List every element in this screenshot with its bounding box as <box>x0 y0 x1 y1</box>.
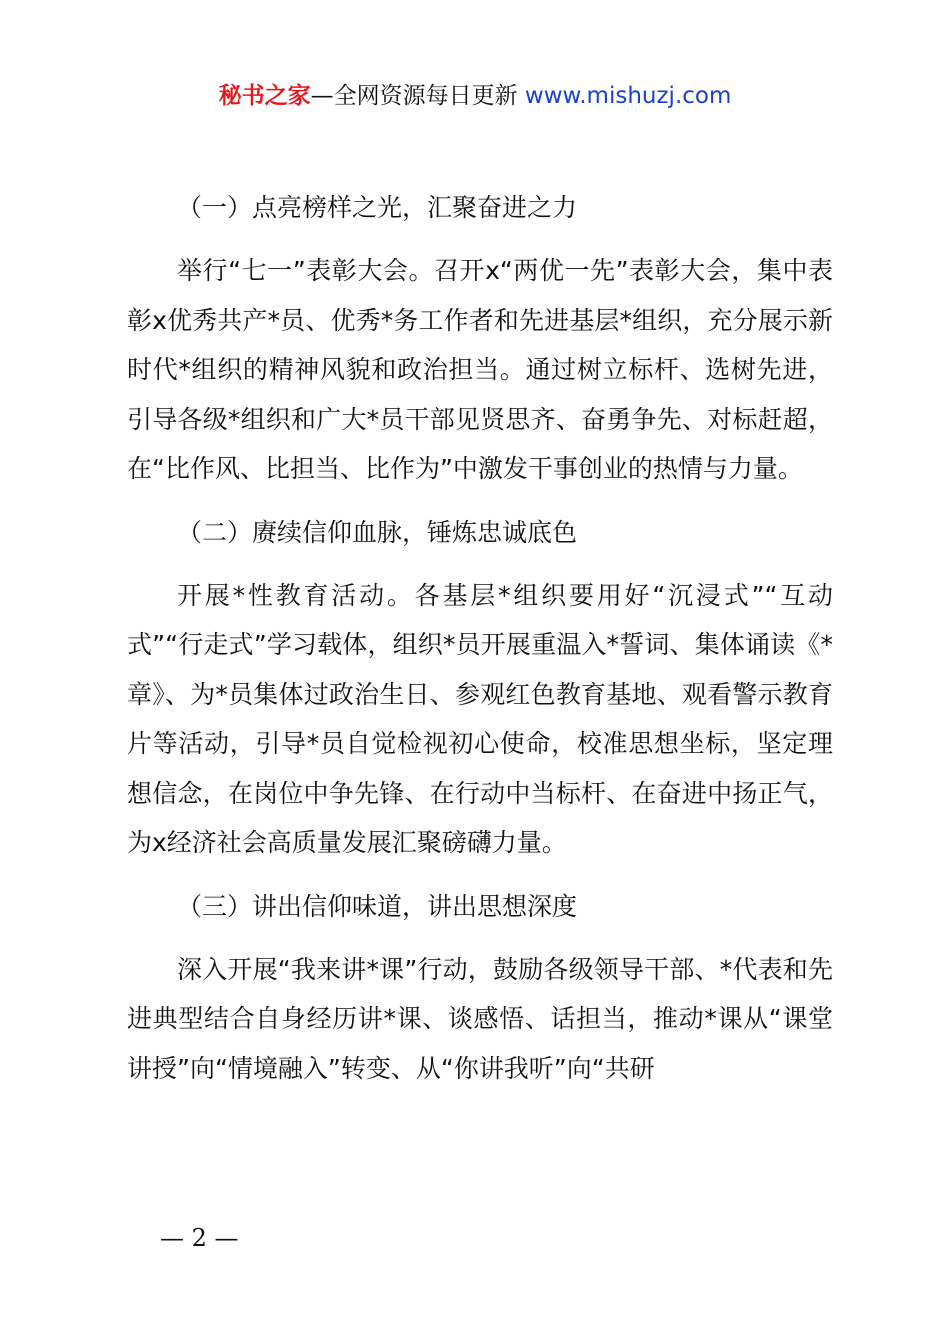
brand-name: 秘书之家 <box>218 83 311 109</box>
section-heading-3: （三）讲出信仰味道，讲出思想深度 <box>177 891 578 921</box>
section-heading-1: （一）点亮榜样之光，汇聚奋进之力 <box>177 193 578 222</box>
header-tagline: —全网资源每日更新 <box>310 83 525 109</box>
website-url[interactable]: www.mishuzj.com <box>524 83 732 109</box>
page-number: — 2 — <box>160 1224 239 1252</box>
section-paragraph-2: 开展*性教育活动。各基层*组织要用好“沉浸式”“互动式”“行走式”学习载体，组织*员开展重温入*誓词、集体诵读《*章》、为*员集体过政治生日、参观红色教育基地、观看警示教育片等活动，引导*员自觉检视初心使命，校准思想坐标，坚定理想信念，在岗位中争先锋、在行动中当标杆、在奋进中扬正气，为x经济社会高质量发展汇聚磅礴力量。 <box>127 580 833 857</box>
page-header <box>0 80 950 112</box>
document-body <box>127 183 833 1093</box>
section-paragraph-1: 举行“七一”表彰大会。召开x“两优一先”表彰大会，集中表彰x优秀共产*员、优秀*务工作者和先进基层*组织，充分展示新时代*组织的精神风貌和政治担当。通过树立标杆、选树先进，引导各级*组织和广大*员干部见贤思齐、奋勇争先、对标赶超，在“比作风、比担当、比作为”中激发干事创业的热情与力量。 <box>127 256 833 483</box>
section-heading-2: （二）赓续信仰血脉，锤炼忠诚底色 <box>177 517 578 547</box>
section-paragraph-3: 深入开展“我来讲*课”行动，鼓励各级领导干部、*代表和先进典型结合自身经历讲*课、谈感悟、话担当，推动*课从“课堂讲授”向“情境融入”转变、从“你讲我听”向“共研 <box>127 954 833 1083</box>
